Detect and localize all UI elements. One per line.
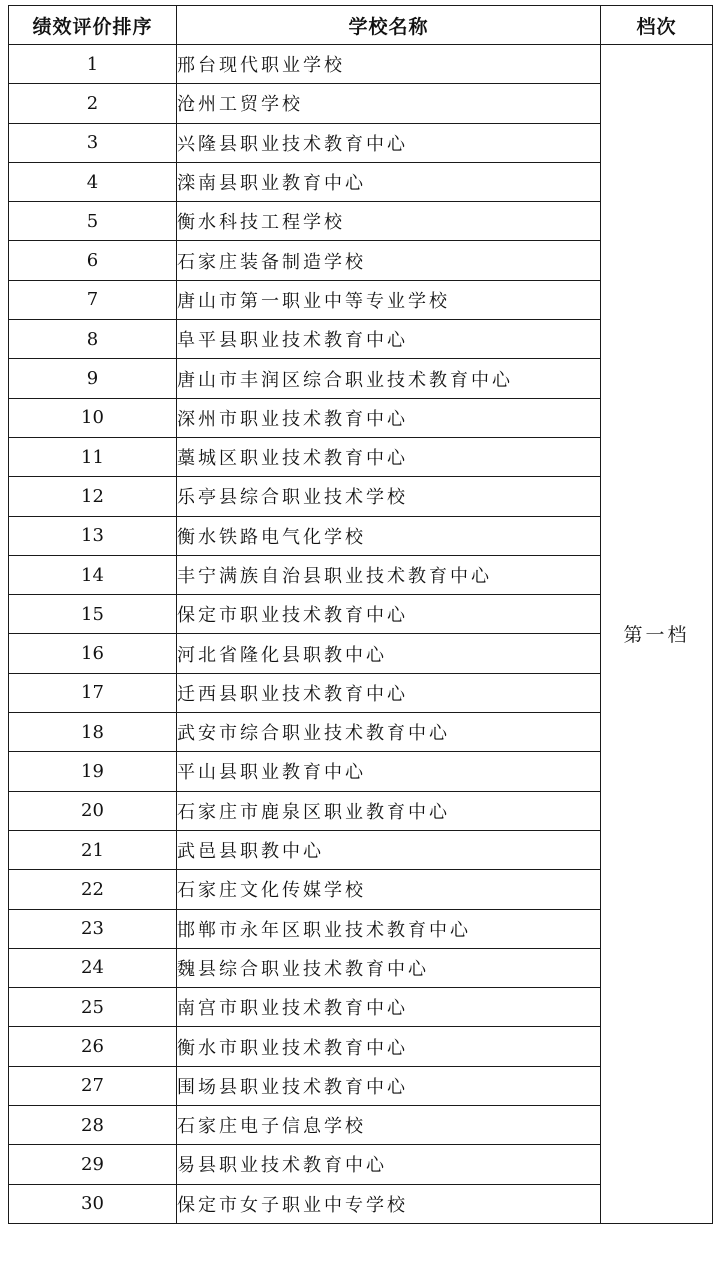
rank-cell: 9 bbox=[9, 359, 177, 398]
school-name-cell: 兴隆县职业技术教育中心 bbox=[177, 123, 601, 162]
school-name-cell: 阜平县职业技术教育中心 bbox=[177, 320, 601, 359]
rank-cell: 4 bbox=[9, 162, 177, 201]
rank-cell: 26 bbox=[9, 1027, 177, 1066]
school-name-cell: 衡水市职业技术教育中心 bbox=[177, 1027, 601, 1066]
rank-cell: 15 bbox=[9, 595, 177, 634]
rank-cell: 27 bbox=[9, 1066, 177, 1105]
school-name-cell: 石家庄电子信息学校 bbox=[177, 1106, 601, 1145]
school-name-cell: 邢台现代职业学校 bbox=[177, 45, 601, 84]
school-name-cell: 滦南县职业教育中心 bbox=[177, 162, 601, 201]
header-rank: 绩效评价排序 bbox=[9, 6, 177, 45]
rank-cell: 2 bbox=[9, 84, 177, 123]
school-name-cell: 沧州工贸学校 bbox=[177, 84, 601, 123]
rank-cell: 13 bbox=[9, 516, 177, 555]
rank-cell: 29 bbox=[9, 1145, 177, 1184]
school-name-cell: 唐山市第一职业中等专业学校 bbox=[177, 280, 601, 319]
school-name-cell: 易县职业技术教育中心 bbox=[177, 1145, 601, 1184]
school-name-cell: 唐山市丰润区综合职业技术教育中心 bbox=[177, 359, 601, 398]
tier-cell: 第一档 bbox=[601, 45, 713, 1224]
table-body bbox=[9, 45, 713, 1224]
rank-cell: 21 bbox=[9, 830, 177, 869]
rank-cell: 1 bbox=[9, 45, 177, 84]
school-name-cell: 石家庄装备制造学校 bbox=[177, 241, 601, 280]
rank-cell: 6 bbox=[9, 241, 177, 280]
school-name-cell: 深州市职业技术教育中心 bbox=[177, 398, 601, 437]
school-name-cell: 保定市职业技术教育中心 bbox=[177, 595, 601, 634]
school-name-cell: 邯郸市永年区职业技术教育中心 bbox=[177, 909, 601, 948]
school-name-cell: 平山县职业教育中心 bbox=[177, 752, 601, 791]
rank-cell: 7 bbox=[9, 280, 177, 319]
rank-cell: 10 bbox=[9, 398, 177, 437]
rank-cell: 28 bbox=[9, 1106, 177, 1145]
rank-cell: 14 bbox=[9, 555, 177, 594]
school-name-cell: 南宫市职业技术教育中心 bbox=[177, 988, 601, 1027]
rank-cell: 11 bbox=[9, 437, 177, 476]
rank-cell: 22 bbox=[9, 870, 177, 909]
table-row bbox=[9, 45, 713, 84]
rank-cell: 24 bbox=[9, 948, 177, 987]
school-name-cell: 丰宁满族自治县职业技术教育中心 bbox=[177, 555, 601, 594]
rank-cell: 16 bbox=[9, 634, 177, 673]
school-name-cell: 魏县综合职业技术教育中心 bbox=[177, 948, 601, 987]
school-name-cell: 衡水科技工程学校 bbox=[177, 202, 601, 241]
header-school-name: 学校名称 bbox=[177, 6, 601, 45]
school-name-cell: 衡水铁路电气化学校 bbox=[177, 516, 601, 555]
rank-cell: 3 bbox=[9, 123, 177, 162]
ranking-sheet bbox=[8, 5, 713, 1224]
school-name-cell: 石家庄市鹿泉区职业教育中心 bbox=[177, 791, 601, 830]
rank-cell: 25 bbox=[9, 988, 177, 1027]
table-header bbox=[9, 6, 713, 45]
rank-cell: 23 bbox=[9, 909, 177, 948]
header-tier: 档次 bbox=[601, 6, 713, 45]
school-ranking-table bbox=[8, 5, 713, 1224]
school-name-cell: 保定市女子职业中专学校 bbox=[177, 1184, 601, 1223]
rank-cell: 5 bbox=[9, 202, 177, 241]
header-row bbox=[9, 6, 713, 45]
rank-cell: 8 bbox=[9, 320, 177, 359]
school-name-cell: 乐亭县综合职业技术学校 bbox=[177, 477, 601, 516]
rank-cell: 12 bbox=[9, 477, 177, 516]
rank-cell: 20 bbox=[9, 791, 177, 830]
school-name-cell: 藁城区职业技术教育中心 bbox=[177, 437, 601, 476]
school-name-cell: 武邑县职教中心 bbox=[177, 830, 601, 869]
rank-cell: 30 bbox=[9, 1184, 177, 1223]
school-name-cell: 迁西县职业技术教育中心 bbox=[177, 673, 601, 712]
school-name-cell: 围场县职业技术教育中心 bbox=[177, 1066, 601, 1105]
rank-cell: 17 bbox=[9, 673, 177, 712]
rank-cell: 18 bbox=[9, 713, 177, 752]
school-name-cell: 石家庄文化传媒学校 bbox=[177, 870, 601, 909]
school-name-cell: 河北省隆化县职教中心 bbox=[177, 634, 601, 673]
school-name-cell: 武安市综合职业技术教育中心 bbox=[177, 713, 601, 752]
rank-cell: 19 bbox=[9, 752, 177, 791]
